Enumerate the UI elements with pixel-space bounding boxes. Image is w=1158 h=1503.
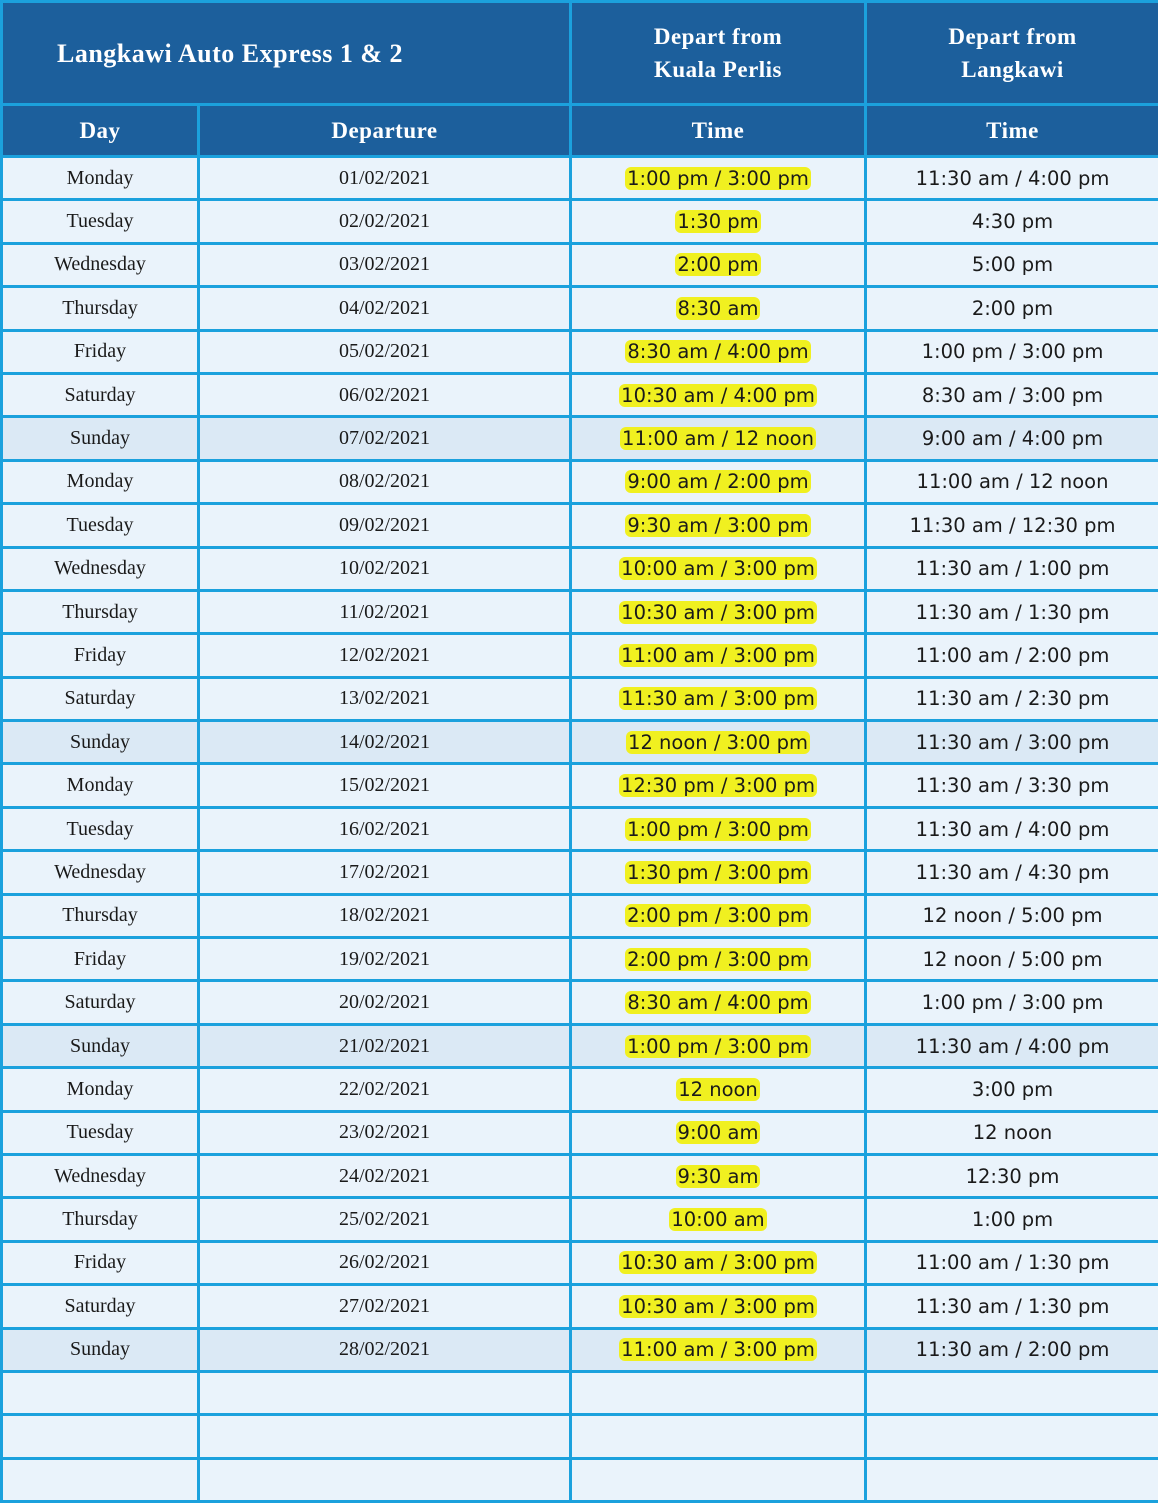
highlighted-time: 12 noon xyxy=(676,1078,760,1101)
cell-langkawi-time: 12 noon xyxy=(866,1111,1158,1154)
empty-row xyxy=(2,1371,1158,1414)
cell-day: Sunday xyxy=(2,721,199,764)
highlighted-time: 1:00 pm / 3:00 pm xyxy=(625,818,811,841)
cell-langkawi-time: 11:30 am / 4:30 pm xyxy=(866,851,1158,894)
empty-cell xyxy=(2,1415,199,1458)
empty-cell xyxy=(2,1458,199,1501)
highlighted-time: 11:30 am / 3:00 pm xyxy=(619,687,817,710)
highlighted-time: 11:00 am / 3:00 pm xyxy=(619,1338,817,1361)
cell-kuala-perlis-time xyxy=(571,460,866,503)
highlighted-time: 10:00 am / 3:00 pm xyxy=(619,557,817,580)
table-row xyxy=(2,981,1158,1024)
cell-langkawi-time: 11:00 am / 2:00 pm xyxy=(866,634,1158,677)
cell-langkawi-time: 11:30 am / 4:00 pm xyxy=(866,1024,1158,1067)
table-row xyxy=(2,243,1158,286)
cell-langkawi-time: 1:00 pm / 3:00 pm xyxy=(866,981,1158,1024)
highlighted-time: 8:30 am xyxy=(676,297,761,320)
cell-day: Tuesday xyxy=(2,504,199,547)
highlighted-time: 2:00 pm xyxy=(675,253,760,276)
cell-kuala-perlis-time xyxy=(571,1241,866,1284)
cell-langkawi-time: 2:00 pm xyxy=(866,287,1158,330)
highlighted-time: 10:00 am xyxy=(669,1208,766,1231)
cell-kuala-perlis-time xyxy=(571,157,866,200)
cell-kuala-perlis-time xyxy=(571,547,866,590)
table-row xyxy=(2,504,1158,547)
highlighted-time: 11:00 am / 3:00 pm xyxy=(619,644,817,667)
cell-langkawi-time: 3:00 pm xyxy=(866,1068,1158,1111)
cell-langkawi-time: 11:30 am / 12:30 pm xyxy=(866,504,1158,547)
cell-kuala-perlis-time xyxy=(571,417,866,460)
cell-departure-date: 26/02/2021 xyxy=(199,1241,571,1284)
table-row xyxy=(2,1024,1158,1067)
cell-langkawi-time: 11:30 am / 3:00 pm xyxy=(866,721,1158,764)
cell-day: Wednesday xyxy=(2,243,199,286)
empty-cell xyxy=(866,1371,1158,1414)
cell-kuala-perlis-time xyxy=(571,1328,866,1371)
table-row xyxy=(2,287,1158,330)
table-row xyxy=(2,851,1158,894)
cell-departure-date: 24/02/2021 xyxy=(199,1154,571,1197)
table-row xyxy=(2,721,1158,764)
cell-kuala-perlis-time xyxy=(571,938,866,981)
highlighted-time: 9:00 am xyxy=(676,1121,761,1144)
table-row xyxy=(2,677,1158,720)
cell-departure-date: 15/02/2021 xyxy=(199,764,571,807)
empty-cell xyxy=(199,1371,571,1414)
kuala-perlis-header-line1: Depart from xyxy=(572,20,864,53)
cell-day: Friday xyxy=(2,330,199,373)
cell-day: Tuesday xyxy=(2,200,199,243)
column-header-lk-time: Time xyxy=(866,105,1158,157)
langkawi-header xyxy=(866,2,1158,105)
table-row xyxy=(2,200,1158,243)
empty-cell xyxy=(571,1458,866,1501)
cell-langkawi-time: 5:00 pm xyxy=(866,243,1158,286)
cell-kuala-perlis-time xyxy=(571,721,866,764)
cell-departure-date: 18/02/2021 xyxy=(199,894,571,937)
langkawi-header-line1: Depart from xyxy=(867,20,1158,53)
empty-cell xyxy=(571,1371,866,1414)
cell-kuala-perlis-time xyxy=(571,504,866,547)
cell-departure-date: 02/02/2021 xyxy=(199,200,571,243)
cell-departure-date: 09/02/2021 xyxy=(199,504,571,547)
table-row xyxy=(2,807,1158,850)
title-row xyxy=(2,2,1158,105)
highlighted-time: 10:30 am / 4:00 pm xyxy=(619,384,817,407)
cell-langkawi-time: 11:30 am / 2:00 pm xyxy=(866,1328,1158,1371)
cell-day: Friday xyxy=(2,938,199,981)
cell-kuala-perlis-time xyxy=(571,764,866,807)
cell-langkawi-time: 8:30 am / 3:00 pm xyxy=(866,373,1158,416)
cell-langkawi-time: 11:30 am / 3:30 pm xyxy=(866,764,1158,807)
table-row xyxy=(2,1241,1158,1284)
cell-langkawi-time: 1:00 pm xyxy=(866,1198,1158,1241)
cell-kuala-perlis-time xyxy=(571,373,866,416)
cell-langkawi-time: 11:00 am / 12 noon xyxy=(866,460,1158,503)
cell-day: Saturday xyxy=(2,1285,199,1328)
cell-kuala-perlis-time xyxy=(571,243,866,286)
table-row xyxy=(2,547,1158,590)
cell-langkawi-time: 12:30 pm xyxy=(866,1154,1158,1197)
table-row xyxy=(2,157,1158,200)
table-row xyxy=(2,330,1158,373)
empty-row xyxy=(2,1415,1158,1458)
cell-kuala-perlis-time xyxy=(571,1198,866,1241)
cell-langkawi-time: 4:30 pm xyxy=(866,200,1158,243)
highlighted-time: 9:00 am / 2:00 pm xyxy=(625,470,810,493)
cell-langkawi-time: 11:30 am / 1:30 pm xyxy=(866,1285,1158,1328)
cell-departure-date: 07/02/2021 xyxy=(199,417,571,460)
cell-langkawi-time: 11:30 am / 4:00 pm xyxy=(866,157,1158,200)
cell-departure-date: 25/02/2021 xyxy=(199,1198,571,1241)
cell-kuala-perlis-time xyxy=(571,851,866,894)
cell-departure-date: 03/02/2021 xyxy=(199,243,571,286)
cell-departure-date: 05/02/2021 xyxy=(199,330,571,373)
empty-cell xyxy=(571,1415,866,1458)
cell-kuala-perlis-time xyxy=(571,1111,866,1154)
cell-day: Thursday xyxy=(2,590,199,633)
cell-langkawi-time: 11:30 am / 2:30 pm xyxy=(866,677,1158,720)
cell-day: Sunday xyxy=(2,417,199,460)
highlighted-time: 9:30 am / 3:00 pm xyxy=(625,514,810,537)
cell-day: Wednesday xyxy=(2,851,199,894)
cell-departure-date: 19/02/2021 xyxy=(199,938,571,981)
kuala-perlis-header xyxy=(571,2,866,105)
cell-day: Tuesday xyxy=(2,807,199,850)
schedule-title: Langkawi Auto Express 1 & 2 xyxy=(2,2,571,105)
empty-cell xyxy=(866,1458,1158,1501)
cell-kuala-perlis-time xyxy=(571,1154,866,1197)
table-row xyxy=(2,590,1158,633)
cell-kuala-perlis-time xyxy=(571,634,866,677)
cell-langkawi-time: 12 noon / 5:00 pm xyxy=(866,938,1158,981)
cell-day: Saturday xyxy=(2,373,199,416)
cell-day: Sunday xyxy=(2,1024,199,1067)
cell-kuala-perlis-time xyxy=(571,894,866,937)
empty-cell xyxy=(2,1371,199,1414)
column-header-day: Day xyxy=(2,105,199,157)
cell-departure-date: 16/02/2021 xyxy=(199,807,571,850)
cell-departure-date: 28/02/2021 xyxy=(199,1328,571,1371)
table-row xyxy=(2,1285,1158,1328)
table-row xyxy=(2,764,1158,807)
cell-kuala-perlis-time xyxy=(571,1024,866,1067)
table-row xyxy=(2,373,1158,416)
table-row xyxy=(2,634,1158,677)
highlighted-time: 10:30 am / 3:00 pm xyxy=(619,1251,817,1274)
cell-kuala-perlis-time xyxy=(571,200,866,243)
cell-kuala-perlis-time xyxy=(571,1285,866,1328)
cell-day: Monday xyxy=(2,1068,199,1111)
column-header-row xyxy=(2,105,1158,157)
cell-kuala-perlis-time xyxy=(571,807,866,850)
table-row xyxy=(2,1154,1158,1197)
table-row xyxy=(2,1068,1158,1111)
cell-day: Thursday xyxy=(2,1198,199,1241)
cell-day: Monday xyxy=(2,460,199,503)
highlighted-time: 10:30 am / 3:00 pm xyxy=(619,601,817,624)
cell-langkawi-time: 1:00 pm / 3:00 pm xyxy=(866,330,1158,373)
table-row xyxy=(2,1198,1158,1241)
cell-departure-date: 13/02/2021 xyxy=(199,677,571,720)
highlighted-time: 12:30 pm / 3:00 pm xyxy=(619,774,817,797)
cell-day: Saturday xyxy=(2,981,199,1024)
kuala-perlis-header-line2: Kuala Perlis xyxy=(572,53,864,86)
cell-departure-date: 01/02/2021 xyxy=(199,157,571,200)
empty-cell xyxy=(866,1415,1158,1458)
highlighted-time: 11:00 am / 12 noon xyxy=(620,427,816,450)
cell-departure-date: 14/02/2021 xyxy=(199,721,571,764)
schedule-body xyxy=(2,157,1158,1502)
cell-departure-date: 20/02/2021 xyxy=(199,981,571,1024)
cell-kuala-perlis-time xyxy=(571,677,866,720)
cell-day: Thursday xyxy=(2,894,199,937)
column-header-kp-time: Time xyxy=(571,105,866,157)
cell-departure-date: 21/02/2021 xyxy=(199,1024,571,1067)
cell-langkawi-time: 12 noon / 5:00 pm xyxy=(866,894,1158,937)
cell-day: Wednesday xyxy=(2,1154,199,1197)
cell-day: Saturday xyxy=(2,677,199,720)
table-row xyxy=(2,1111,1158,1154)
cell-day: Monday xyxy=(2,157,199,200)
cell-kuala-perlis-time xyxy=(571,330,866,373)
cell-departure-date: 27/02/2021 xyxy=(199,1285,571,1328)
cell-langkawi-time: 11:30 am / 1:00 pm xyxy=(866,547,1158,590)
table-row xyxy=(2,938,1158,981)
cell-day: Sunday xyxy=(2,1328,199,1371)
cell-departure-date: 10/02/2021 xyxy=(199,547,571,590)
cell-departure-date: 12/02/2021 xyxy=(199,634,571,677)
cell-departure-date: 08/02/2021 xyxy=(199,460,571,503)
cell-day: Tuesday xyxy=(2,1111,199,1154)
highlighted-time: 9:30 am xyxy=(676,1165,761,1188)
highlighted-time: 1:00 pm / 3:00 pm xyxy=(625,167,811,190)
cell-kuala-perlis-time xyxy=(571,590,866,633)
cell-kuala-perlis-time xyxy=(571,981,866,1024)
cell-departure-date: 06/02/2021 xyxy=(199,373,571,416)
cell-langkawi-time: 11:00 am / 1:30 pm xyxy=(866,1241,1158,1284)
highlighted-time: 2:00 pm / 3:00 pm xyxy=(625,948,811,971)
cell-day: Monday xyxy=(2,764,199,807)
cell-departure-date: 22/02/2021 xyxy=(199,1068,571,1111)
cell-departure-date: 11/02/2021 xyxy=(199,590,571,633)
table-row xyxy=(2,1328,1158,1371)
table-row xyxy=(2,460,1158,503)
cell-langkawi-time: 11:30 am / 4:00 pm xyxy=(866,807,1158,850)
cell-departure-date: 17/02/2021 xyxy=(199,851,571,894)
cell-langkawi-time: 11:30 am / 1:30 pm xyxy=(866,590,1158,633)
cell-day: Friday xyxy=(2,1241,199,1284)
cell-kuala-perlis-time xyxy=(571,287,866,330)
cell-departure-date: 04/02/2021 xyxy=(199,287,571,330)
highlighted-time: 8:30 am / 4:00 pm xyxy=(625,340,810,363)
cell-day: Thursday xyxy=(2,287,199,330)
cell-day: Wednesday xyxy=(2,547,199,590)
empty-cell xyxy=(199,1458,571,1501)
cell-departure-date: 23/02/2021 xyxy=(199,1111,571,1154)
highlighted-time: 10:30 am / 3:00 pm xyxy=(619,1295,817,1318)
cell-day: Friday xyxy=(2,634,199,677)
langkawi-header-line2: Langkawi xyxy=(867,53,1158,86)
table-row xyxy=(2,894,1158,937)
empty-cell xyxy=(199,1415,571,1458)
cell-langkawi-time: 9:00 am / 4:00 pm xyxy=(866,417,1158,460)
highlighted-time: 2:00 pm / 3:00 pm xyxy=(625,904,811,927)
highlighted-time: 1:30 pm / 3:00 pm xyxy=(625,861,811,884)
column-header-departure: Departure xyxy=(199,105,571,157)
highlighted-time: 12 noon / 3:00 pm xyxy=(626,731,810,754)
highlighted-time: 1:30 pm xyxy=(675,210,760,233)
empty-row xyxy=(2,1458,1158,1501)
highlighted-time: 1:00 pm / 3:00 pm xyxy=(625,1035,811,1058)
table-row xyxy=(2,417,1158,460)
highlighted-time: 8:30 am / 4:00 pm xyxy=(625,991,810,1014)
cell-kuala-perlis-time xyxy=(571,1068,866,1111)
